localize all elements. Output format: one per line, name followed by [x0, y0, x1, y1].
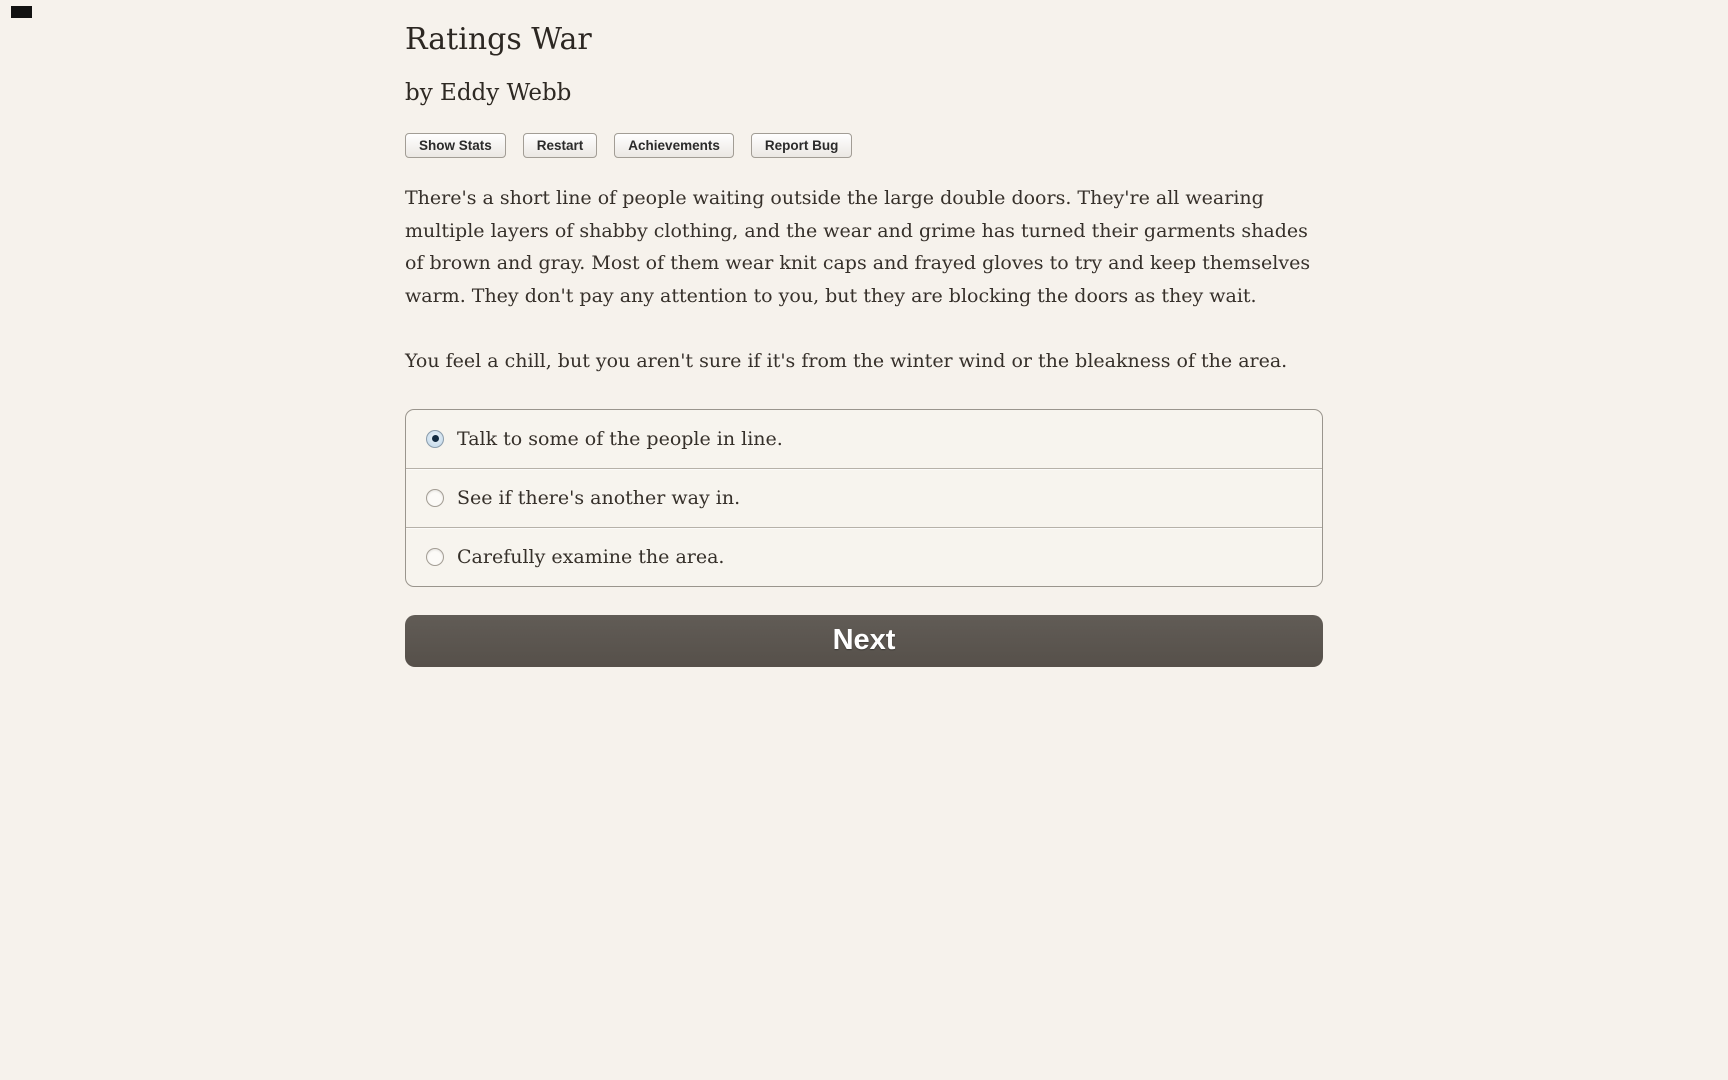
choice-radio-1[interactable] [426, 489, 444, 507]
corner-artifact [11, 6, 32, 18]
next-button[interactable]: Next [405, 615, 1323, 667]
page-title: Ratings War [405, 22, 592, 57]
choice-option-0[interactable] [406, 410, 1322, 468]
story-paragraph-1: There's a short line of people waiting outside the large double doors. They're all wearing multiple layers of shabby clothing, and the wear and grime has turned their garments shades of brown and gray. Most of them wear knit caps and frayed gloves to try and keep themselves warm. They don't pay any attention to you, but they are blocking the doors as they wait. [405, 187, 1311, 307]
restart-button[interactable]: Restart [523, 133, 598, 158]
choice-label-2: Carefully examine the area. [457, 545, 725, 568]
story-paragraph-2: You feel a chill, but you aren't sure if it's from the winter wind or the bleakness of the area. [405, 350, 1288, 372]
choice-label-1: See if there's another way in. [457, 486, 741, 509]
choice-option-2[interactable] [406, 527, 1322, 586]
achievements-button[interactable]: Achievements [614, 133, 734, 158]
author-byline: by Eddy Webb [405, 80, 572, 106]
toolbar [405, 133, 1323, 158]
content-column [405, 0, 1323, 667]
radio-dot-icon [432, 435, 439, 442]
choice-radio-2[interactable] [426, 548, 444, 566]
report-bug-button[interactable]: Report Bug [751, 133, 853, 158]
show-stats-button[interactable]: Show Stats [405, 133, 506, 158]
choice-list [405, 409, 1323, 587]
choice-radio-0[interactable] [426, 430, 444, 448]
choice-option-1[interactable] [406, 468, 1322, 527]
choice-label-0: Talk to some of the people in line. [457, 427, 783, 450]
